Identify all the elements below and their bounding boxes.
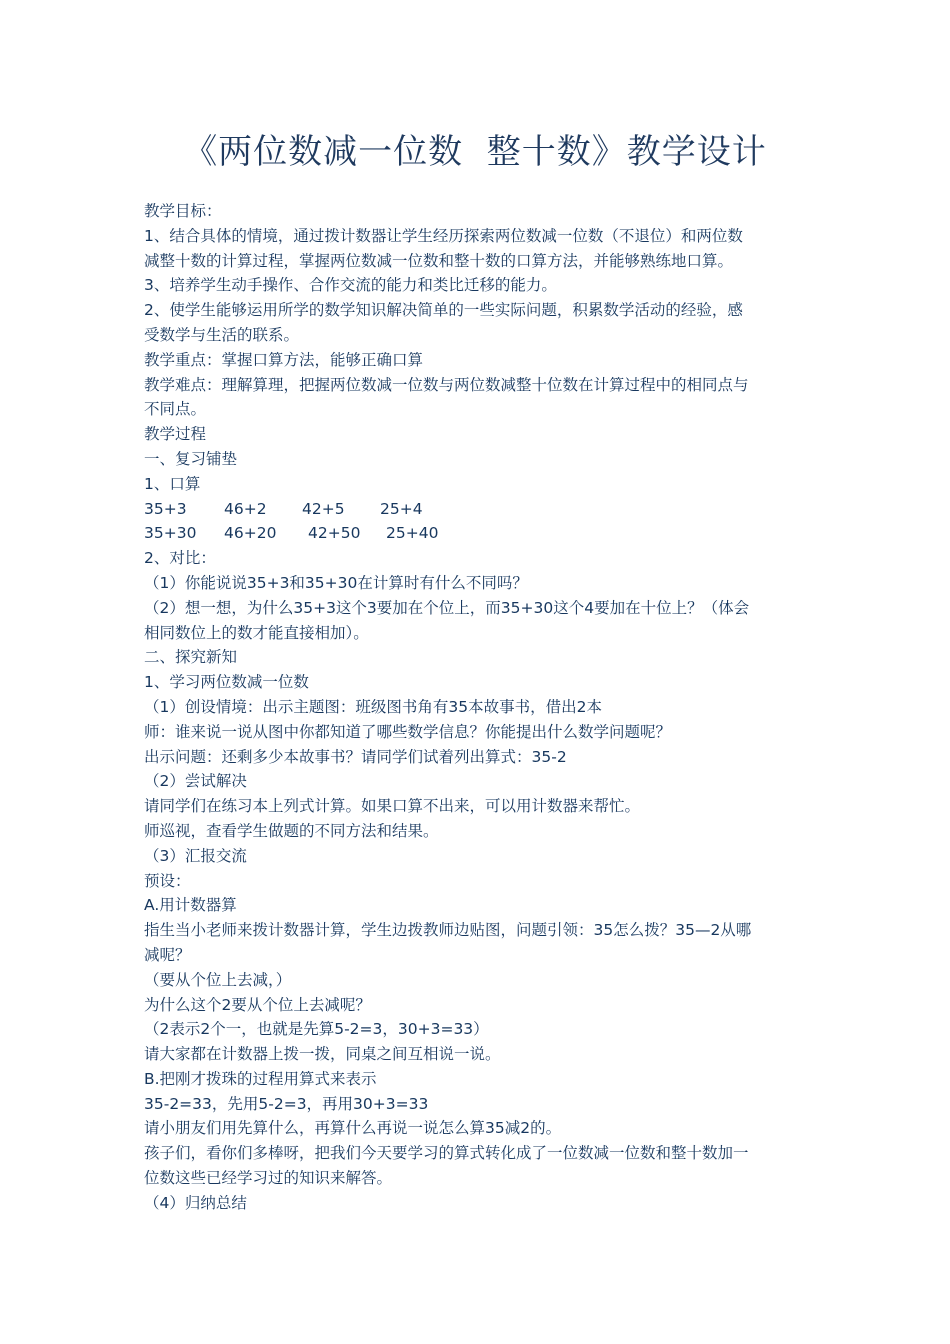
text-line: 请同学们在练习本上列式计算。如果口算不出来，可以用计数器来帮忙。 bbox=[144, 797, 641, 816]
text-line: （2表示2个一，也就是先算5-2=3，30+3=33） bbox=[144, 1020, 489, 1039]
oral-calc-row-1 bbox=[144, 497, 814, 522]
text-line: 1、结合具体的情境，通过拨计数器让学生经历探索两位数减一位数（不退位）和两位数 bbox=[144, 226, 743, 245]
calc-item: 42+5 bbox=[302, 499, 345, 518]
text-line: 35-2=33，先用5-2=3，再用30+3=33 bbox=[144, 1094, 429, 1113]
text-line: 1、学习两位数减一位数 bbox=[144, 673, 309, 692]
text-line: 教学过程 bbox=[144, 425, 207, 444]
text-line: A.用计数器算 bbox=[144, 896, 237, 915]
calc-item: 42+50 bbox=[308, 524, 361, 543]
text-line: （2）想一想，为什么35+3这个3要加在个位上，而35+30这个4要加在十位上？（体会 bbox=[144, 598, 750, 617]
text-line: 不同点。 bbox=[144, 400, 207, 419]
calc-item: 25+4 bbox=[380, 499, 423, 518]
calc-item: 25+40 bbox=[386, 524, 439, 543]
text-line: （1）你能说说35+3和35+30在计算时有什么不同吗？ bbox=[144, 573, 528, 592]
document-body bbox=[144, 199, 814, 1216]
text-line: 位数这些已经学习过的知识来解答。 bbox=[144, 1169, 393, 1188]
text-line: 请大家都在计数器上拨一拨，同桌之间互相说一说。 bbox=[144, 1045, 501, 1064]
text-line: 师巡视，查看学生做题的不同方法和结果。 bbox=[144, 821, 439, 840]
text-line: 指生当小老师来拨计数器计算，学生边拨教师边贴图，问题引领：35怎么拨？35—2从哪 bbox=[144, 921, 752, 940]
text-line: 教学重点：掌握口算方法，能够正确口算 bbox=[144, 350, 424, 369]
text-line: （4）归纳总结 bbox=[144, 1193, 247, 1212]
text-line: B.把刚才拨珠的过程用算式来表示 bbox=[144, 1069, 377, 1088]
calc-item: 46+20 bbox=[224, 524, 277, 543]
text-line: （2）尝试解决 bbox=[144, 772, 247, 791]
text-line: 2、使学生能够运用所学的数学知识解决简单的一些实际问题，积累数学活动的经验，感 bbox=[144, 301, 743, 320]
text-line: 教学目标： bbox=[144, 202, 222, 220]
calc-item: 35+30 bbox=[144, 524, 197, 543]
text-line: 师：谁来说一说从图中你都知道了哪些数学信息？你能提出什么数学问题呢？ bbox=[144, 722, 672, 741]
text-line: 1、口算 bbox=[144, 474, 201, 493]
text-line: 减整十数的计算过程，掌握两位数减一位数和整十数的口算方法，并能够熟练地口算。 bbox=[144, 251, 734, 270]
text-line: 出示问题：还剩多少本故事书？请同学们试着列出算式：35-2 bbox=[144, 747, 567, 766]
oral-calc-row-2 bbox=[144, 521, 814, 546]
text-line: 相同数位上的数才能直接相加）。 bbox=[144, 623, 369, 642]
calc-item: 46+2 bbox=[224, 499, 267, 518]
text-line: 受数学与生活的联系。 bbox=[144, 325, 300, 344]
text-line: 3、培养学生动手操作、合作交流的能力和类比迁移的能力。 bbox=[144, 276, 557, 295]
text-line: 请小朋友们用先算什么，再算什么再说一说怎么算35减2的。 bbox=[144, 1119, 562, 1138]
text-line: （3）汇报交流 bbox=[144, 846, 247, 865]
text-line: （要从个位上去减，） bbox=[144, 970, 292, 989]
text-line: 二、探究新知 bbox=[144, 648, 238, 667]
text-line: 为什么这个2要从个位上去减呢？ bbox=[144, 995, 371, 1014]
text-line: 2、对比： bbox=[144, 549, 216, 568]
text-line: （1）创设情境：出示主题图：班级图书角有35本故事书，借出2本 bbox=[144, 697, 602, 716]
text-line: 减呢？ bbox=[144, 945, 191, 964]
calc-item: 35+3 bbox=[144, 499, 187, 518]
text-line: 孩子们，看你们多棒呀，把我们今天要学习的算式转化成了一位数减一位数和整十数加一 bbox=[144, 1144, 749, 1163]
text-line: 预设： bbox=[144, 871, 191, 890]
text-line: 教学难点：理解算理，把握两位数减一位数与两位数减整十位数在计算过程中的相同点与 bbox=[144, 375, 749, 394]
page-title: 《两位数减一位数 整十数》教学设计 bbox=[183, 132, 767, 172]
text-line: 一、复习铺垫 bbox=[144, 449, 238, 468]
